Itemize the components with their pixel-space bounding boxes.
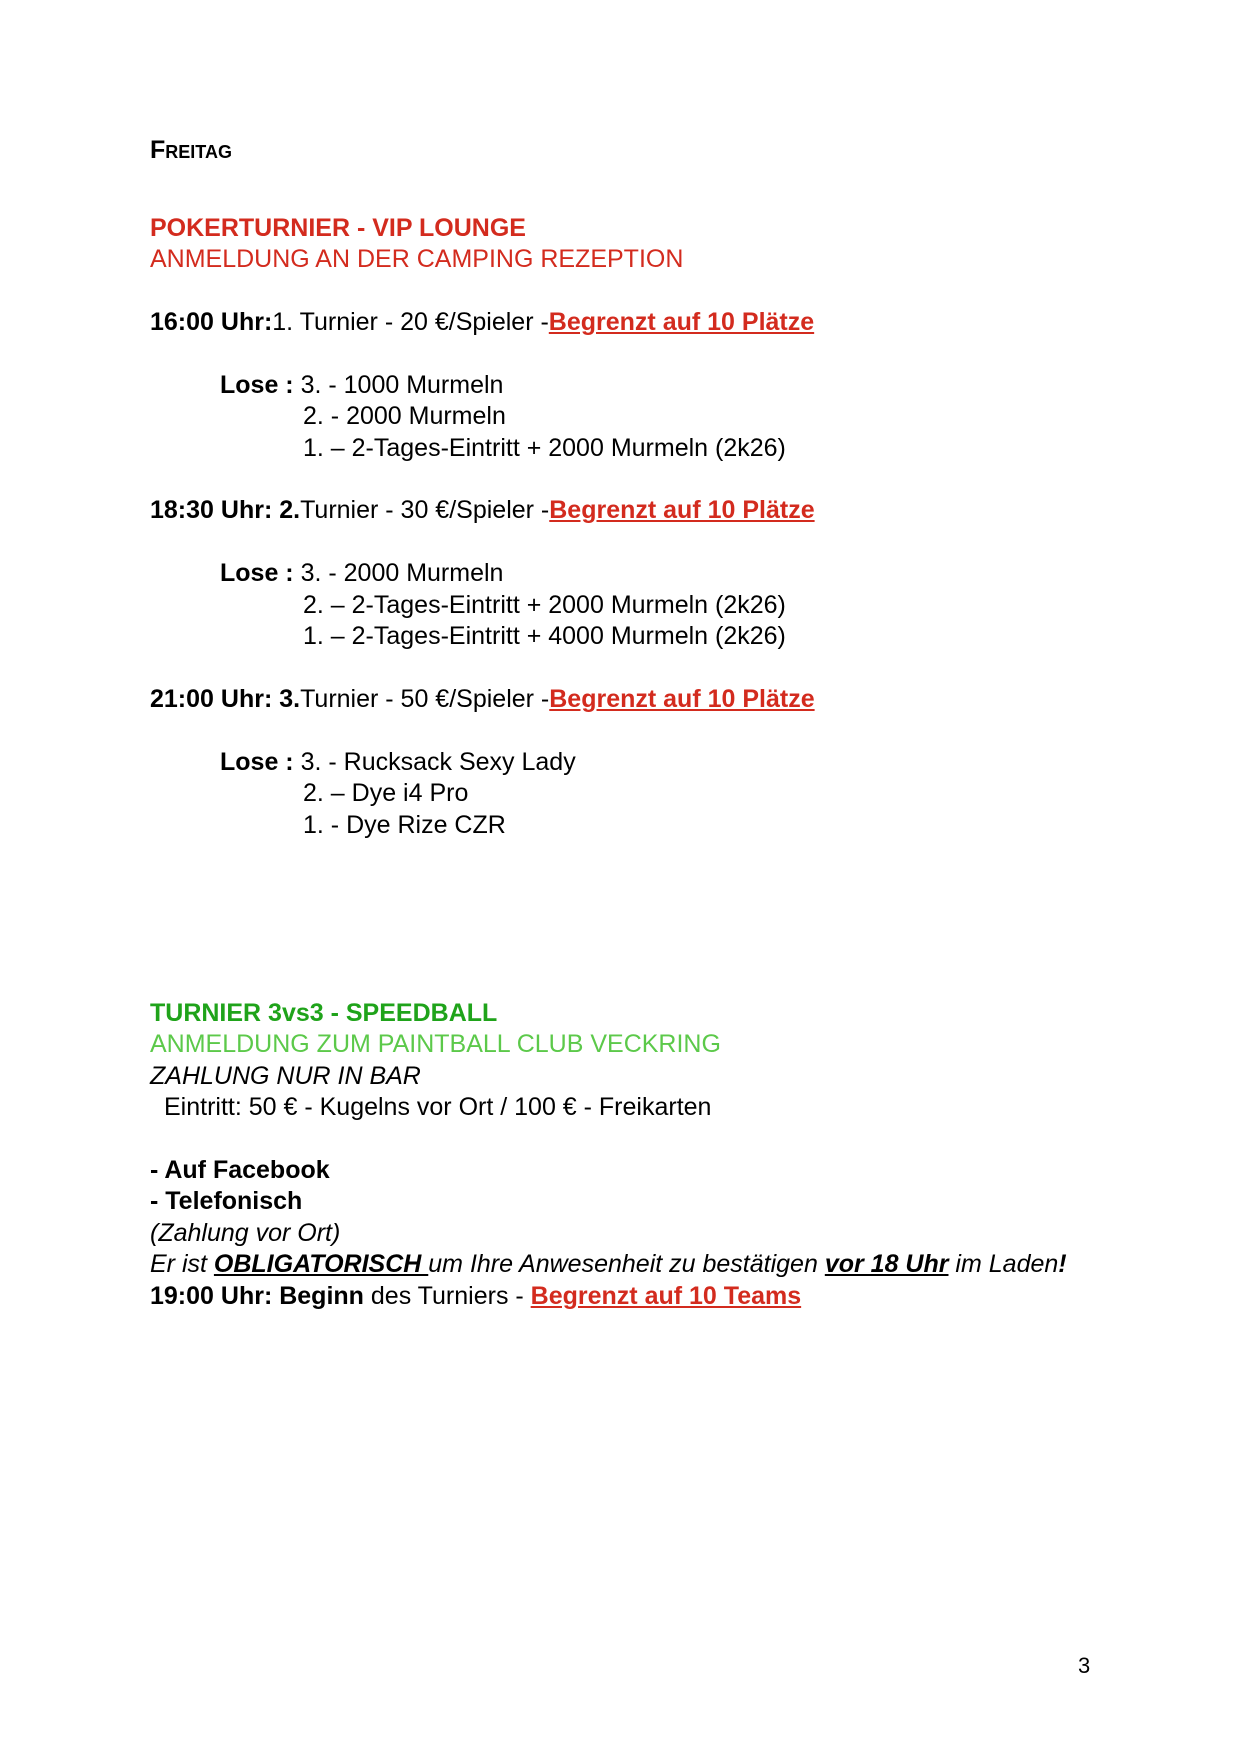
tournament-1-prize-1: 1. – 2-Tages-Eintritt + 2000 Murmeln (2k26) — [303, 434, 786, 462]
payment-on-site: (Zahlung vor Ort) — [150, 1219, 341, 1247]
channel-facebook: - Auf Facebook — [150, 1156, 330, 1184]
entry-fee: Eintritt: 50 € - Kugelns vor Ort / 100 € - Freikarten — [164, 1093, 712, 1121]
tournament-1-limit: Begrenzt auf 10 Plätze — [548, 308, 815, 336]
tournament-2-prize-3: Lose : 3. - 2000 Murmeln — [220, 559, 504, 587]
tournament-3-line: 21:00 Uhr: 3.Turnier - 50 €/Spieler -Begrenzt auf 10 Plätze — [150, 685, 815, 713]
tournament-3-prize-1: 1. - Dye Rize CZR — [303, 811, 506, 839]
speedball-title: TURNIER 3vs3 - SPEEDBALL — [150, 999, 498, 1027]
channel-phone: - Telefonisch — [150, 1187, 303, 1215]
tournament-2-prize-1: 1. – 2-Tages-Eintritt + 4000 Murmeln (2k26) — [303, 622, 786, 650]
day-heading: FREITAG — [150, 136, 232, 164]
tournament-3-prize-3: Lose : 3. - Rucksack Sexy Lady — [220, 748, 576, 776]
page-number: 3 — [1078, 1653, 1091, 1678]
poker-title: POKERTURNIER - VIP LOUNGE — [150, 214, 526, 242]
teams-limit: Begrenzt auf 10 Teams — [530, 1282, 802, 1310]
start-line: 19:00 Uhr: Beginn des Turniers - Begrenzt auf 10 Teams — [150, 1282, 802, 1310]
tournament-1-prize-3: Lose : 3. - 1000 Murmeln — [220, 371, 504, 399]
obligation-note: Er ist OBLIGATORISCH um Ihre Anwesenheit zu bestätigen vor 18 Uhr im Laden! — [150, 1250, 1067, 1278]
speedball-subtitle: ANMELDUNG ZUM PAINTBALL CLUB VECKRING — [150, 1030, 721, 1058]
tournament-2-prize-2: 2. – 2-Tages-Eintritt + 2000 Murmeln (2k26) — [303, 591, 786, 619]
tournament-1-line: 16:00 Uhr:1. Turnier - 20 €/Spieler -Begrenzt auf 10 Plätze — [150, 308, 815, 336]
poker-subtitle: ANMELDUNG AN DER CAMPING REZEPTION — [150, 245, 684, 273]
tournament-2-line: 18:30 Uhr: 2.Turnier - 30 €/Spieler -Begrenzt auf 10 Plätze — [150, 496, 815, 524]
payment-note: ZAHLUNG NUR IN BAR — [150, 1062, 421, 1090]
tournament-3-limit: Begrenzt auf 10 Plätze — [549, 685, 815, 713]
tournament-3-prize-2: 2. – Dye i4 Pro — [303, 779, 469, 807]
tournament-2-limit: Begrenzt auf 10 Plätze — [549, 496, 815, 524]
tournament-1-prize-2: 2. - 2000 Murmeln — [303, 402, 506, 430]
